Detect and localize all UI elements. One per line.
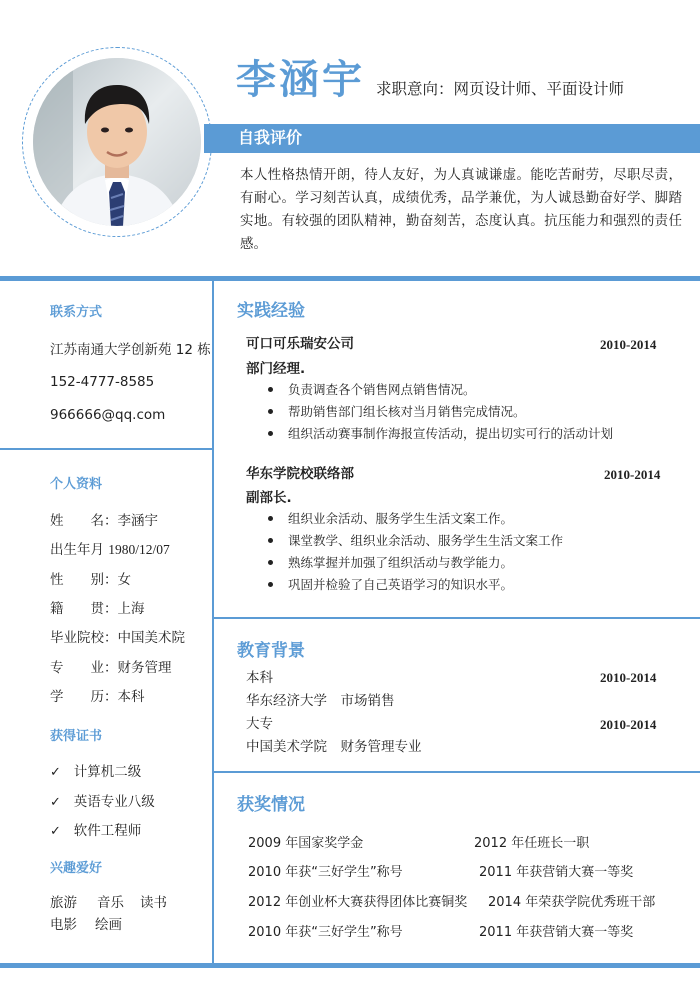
- award-item: 2010 年获“三好学生”称号: [248, 925, 403, 940]
- profile-row-name: [50, 511, 158, 531]
- profile-label: 籍 贯：: [50, 601, 118, 617]
- profile-label: 出生年月: [50, 542, 104, 558]
- bullet-icon: [268, 409, 273, 414]
- profile-row-degree: [50, 687, 145, 707]
- left-section-divider: [0, 448, 212, 450]
- profile-value: 1980/12/07: [108, 542, 170, 557]
- bullet-icon: [268, 538, 273, 543]
- certificates-title: 获得证书: [50, 729, 103, 744]
- award-item: 2009 年国家奖学金: [248, 836, 364, 851]
- column-divider: [212, 281, 214, 963]
- checkmark-icon: ✓: [50, 795, 61, 810]
- edu-degree: 本科: [246, 670, 273, 686]
- job-period: 2010-2014: [600, 337, 657, 352]
- edu-degree: 大专: [246, 716, 273, 732]
- bottom-divider: [0, 963, 700, 968]
- profile-photo-image: [33, 58, 201, 226]
- duty-item: 课堂教学、组织业余活动、服务学生生活文案工作: [288, 530, 563, 552]
- certificate-item: ✓ 计算机二级: [50, 764, 142, 780]
- profile-row-major: [50, 658, 172, 678]
- bullet-icon: [268, 560, 273, 565]
- award-item: 2014 年荣获学院优秀班干部: [488, 895, 656, 910]
- certificate-item: ✓ 英语专业八级: [50, 794, 155, 810]
- bullet-icon: [268, 582, 273, 587]
- profile-value: 本科: [117, 689, 145, 705]
- checkmark-icon: ✓: [50, 765, 61, 780]
- top-divider: [0, 276, 700, 281]
- profile-label: 专 业：: [50, 660, 118, 676]
- duty-item: 负责调查各个销售网点销售情况。: [288, 379, 613, 401]
- profile-photo: [33, 58, 201, 226]
- right-section-divider-2: [214, 771, 700, 773]
- duty-item: 组织业余活动、服务学生生活文案工作。: [288, 508, 563, 530]
- hobby-item: 旅游: [50, 895, 77, 911]
- awards-title: 获奖情况: [237, 795, 305, 815]
- bullet-icon: [268, 516, 273, 521]
- profile-row-origin: [50, 599, 145, 619]
- candidate-name: 李涵宇: [236, 57, 365, 103]
- profile-label: 姓 名：: [50, 513, 118, 529]
- hobby-item: 音乐: [97, 895, 124, 911]
- bullet-icon: [268, 387, 273, 392]
- job-period: 2010-2014: [604, 467, 661, 482]
- award-item: 2012 年任班长一职: [474, 836, 590, 851]
- edu-period: 2010-2014: [600, 670, 657, 685]
- hobby-item: 电影: [50, 917, 77, 933]
- hobby-item: 绘画: [95, 917, 122, 933]
- bullet-icon: [268, 431, 273, 436]
- contact-email: 966666@qq.com: [50, 407, 166, 423]
- profile-row-gender: [50, 570, 131, 590]
- checkmark-icon: ✓: [50, 824, 61, 839]
- contact-title: 联系方式: [50, 305, 103, 320]
- contact-phone: 152-4777-8585: [50, 374, 155, 390]
- profile-label: 毕业院校：: [50, 630, 118, 646]
- right-section-divider-1: [214, 617, 700, 619]
- award-item: 2011 年获营销大赛一等奖: [479, 925, 634, 940]
- edu-detail: 华东经济大学 市场销售: [246, 693, 395, 709]
- duty-item: 巩固并检验了自己英语学习的知识水平。: [288, 574, 563, 596]
- profile-value: 女: [117, 572, 131, 588]
- award-item: 2012 年创业杯大赛获得团体比赛铜奖: [248, 895, 468, 910]
- duty-item: 熟练掌握并加强了组织活动与教学能力。: [288, 552, 563, 574]
- profile-value: 中国美术院: [117, 630, 185, 646]
- profile-label: 性 别：: [50, 572, 118, 588]
- contact-address: 江苏南通大学创新苑 12 栋: [50, 342, 211, 358]
- education-title: 教育背景: [237, 641, 305, 661]
- hobby-item: 读书: [140, 895, 167, 911]
- profile-row-birth: [50, 540, 170, 560]
- self-eval-text: 本人性格热情开朗，待人友好，为人真诚谦虚。能吃苦耐劳，尽职尽责，有耐心。学习刻苦认真，成绩优秀，品学兼优，为人诚恳勤奋好学、脚踏实地。有较强的团队精神，勤奋刻苦，态度认真。抗压能力和强烈的责任感。: [240, 167, 682, 252]
- job-duties: [288, 508, 563, 596]
- experience-title: 实践经验: [237, 301, 305, 321]
- award-item: 2010 年获“三好学生”称号: [248, 865, 403, 880]
- edu-period: 2010-2014: [600, 717, 657, 732]
- profile-value: 李涵宇: [117, 513, 158, 529]
- job-role: 部门经理.: [246, 361, 306, 377]
- duty-item: 帮助销售部门组长核对当月销售完成情况。: [288, 401, 613, 423]
- profile-row-school: [50, 628, 185, 648]
- award-item: 2011 年获营销大赛一等奖: [479, 865, 634, 880]
- profile-label: 学 历：: [50, 689, 118, 705]
- duty-item: 组织活动赛事制作海报宣传活动，提出切实可行的活动计划: [288, 423, 613, 445]
- profile-value: 上海: [117, 601, 145, 617]
- job-intent: 求职意向：网页设计师、平面设计师: [376, 80, 625, 98]
- job-role: 副部长.: [246, 490, 292, 506]
- job-company: 华东学院校联络部: [246, 466, 354, 482]
- certificate-item: ✓ 软件工程师: [50, 823, 142, 839]
- self-eval-title: 自我评价: [238, 128, 303, 147]
- job-company: 可口可乐瑞安公司: [246, 336, 354, 352]
- profile-value: 财务管理: [117, 660, 172, 676]
- hobbies-title: 兴趣爱好: [50, 861, 103, 876]
- profile-title: 个人资料: [50, 477, 103, 492]
- job-duties: [288, 379, 613, 445]
- edu-detail: 中国美术学院 财务管理专业: [246, 739, 422, 755]
